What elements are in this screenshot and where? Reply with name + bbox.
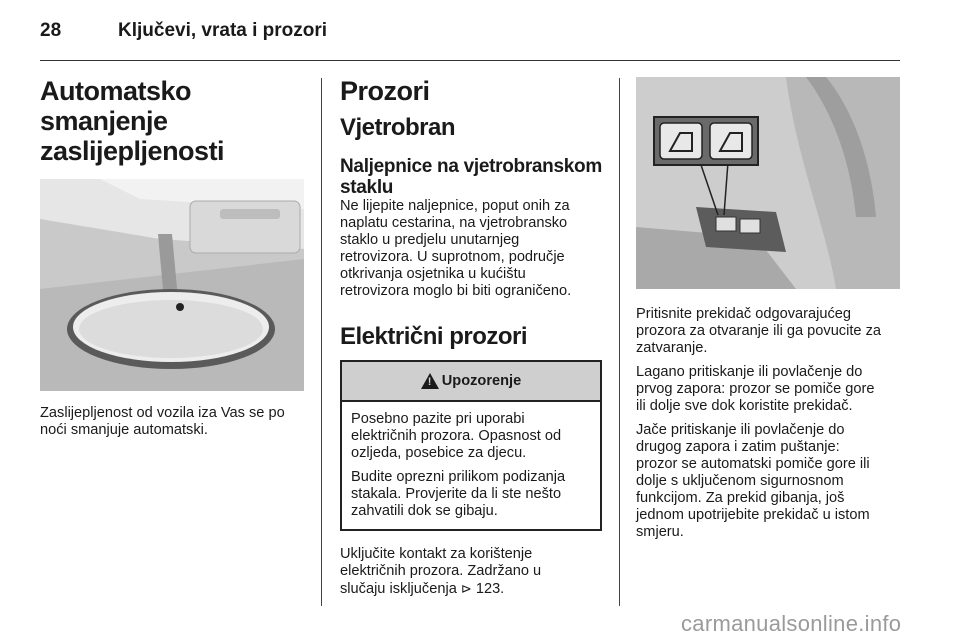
subheading-windscreen: Vjetrobran [340,114,456,141]
text-line: naplatu cestarina, na vjetrobransko [340,215,568,231]
text-line: Ne lijepite naljepnice, poput onih za [340,198,570,214]
header-divider [40,60,900,61]
ignition-text [340,546,602,598]
text-line: noći smanjuje automatski. [40,422,208,438]
text-line: ili dolje sve dok koristite prekidač. [636,398,853,414]
text-line: otkrivanja osjetnika u kućištu [340,266,526,282]
text-line: Lagano pritiskanje ili povlačenje do [636,364,863,380]
text-line: retrovizora. U suprotnom, područje [340,249,565,265]
section-heading-auto-dimming [40,76,304,166]
page-header [40,18,900,58]
heading-windscreen-stickers [340,156,602,198]
text-line: električnih prozora. Opasnost od [351,428,562,444]
text-line: prvog zapora: prozor se pomiče gore [636,381,875,397]
text-line: retrovizora moglo bi biti ograničeno. [340,283,572,299]
warning-title: Upozorenje [441,373,522,389]
text-line: Jače pritiskanje ili povlačenje do [636,422,845,438]
text-line: Pritisnite prekidač odgovarajućeg [636,306,851,322]
page-reference-arrow-icon[interactable]: ⊳ [460,581,472,596]
warning-header [342,362,600,402]
first-detent-text [636,364,902,415]
right-column [636,76,902,541]
warning-paragraph [351,411,592,462]
stickers-text [340,198,602,300]
page-number: 28 [40,20,62,41]
window-switch-text [636,306,902,357]
text-line: zatvaranje. [636,340,708,356]
text-line: funkcijom. Za prekid gibanja, još [636,490,845,506]
middle-column [340,76,602,598]
second-detent-text [636,422,902,541]
warning-triangle-icon: ! [421,373,439,389]
rear-view-mirror-illustration [40,179,304,391]
section-heading-windows: Prozori [340,76,430,106]
warning-paragraph [351,469,592,520]
auto-dimming-text [40,405,304,439]
text-line: zahvatili dok se gibaju. [351,503,498,519]
text-line: Zaslijepljenost od vozila iza Vas se po [40,405,285,421]
text-line: Posebno pazite pri uporabi [351,411,525,427]
heading-line: Automatsko smanjenje [40,76,192,136]
window-switch-illustration [636,77,900,289]
heading-power-windows: Električni prozori [340,323,528,350]
page-reference[interactable]: 123. [471,581,505,597]
text-line: prozor se automatski pomiče gore ili [636,456,870,472]
text-line: drugog zapora i zatim puštanje: [636,439,840,455]
heading-line: staklu [340,177,394,198]
text-line: slučaju isključenja [340,581,461,597]
column-divider-1 [321,78,322,606]
text-line: ozljeda, posebice za djecu. [351,445,527,461]
watermark: carmanualsonline.info [681,611,902,636]
heading-line: Naljepnice na vjetrobranskom [340,156,602,177]
heading-line: zaslijepljenosti [40,136,225,166]
column-divider-2 [619,78,620,606]
text-line: Budite oprezni prilikom podizanja [351,469,566,485]
left-column [40,76,304,439]
warning-body [342,402,600,529]
text-line: Uključite kontakt za korištenje [340,546,533,562]
text-line: električnih prozora. Zadržano u [340,563,542,579]
text-line: smjeru. [636,524,684,540]
text-line: dolje s uključenom sigurnosnom [636,473,844,489]
warning-box [340,360,602,531]
chapter-title: Ključevi, vrata i prozori [118,20,328,41]
text-line: stakala. Provjerite da li ste nešto [351,486,562,502]
text-line: jednom upotrijebite prekidač u istom [636,507,870,523]
text-line: staklo u predjelu unutarnjeg [340,232,520,248]
text-line: prozora za otvaranje ili ga povucite za [636,323,881,339]
